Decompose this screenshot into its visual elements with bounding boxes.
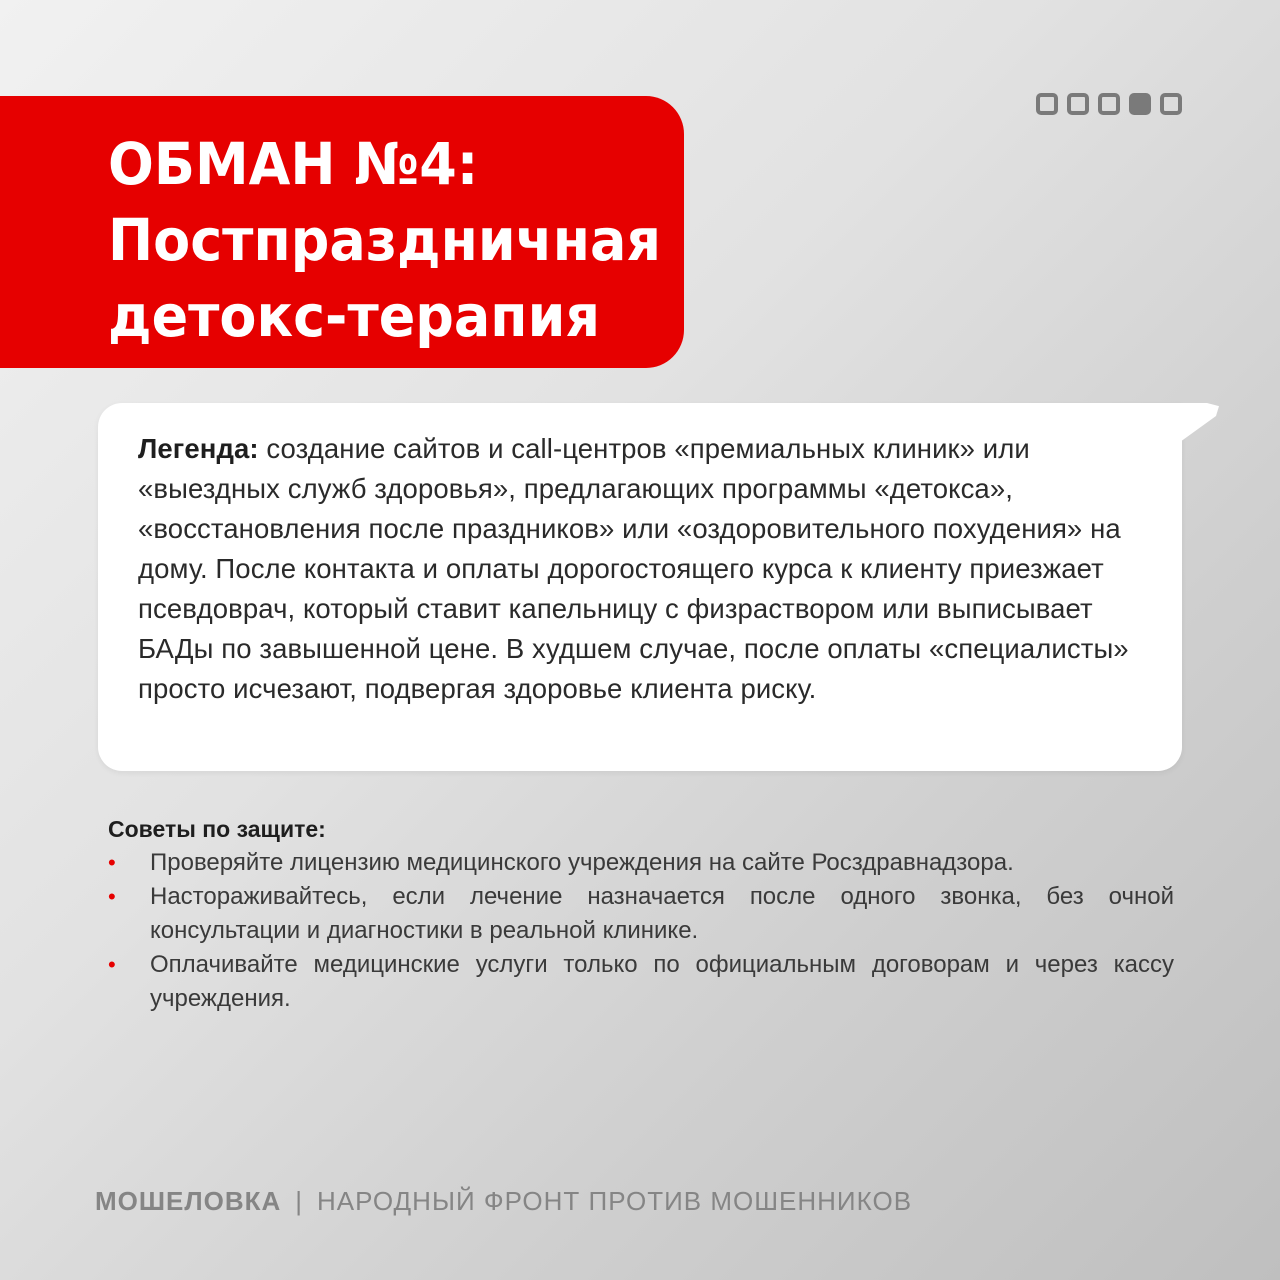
title-line-1: ОБМАН №4: [108, 130, 479, 198]
footer [95, 1186, 912, 1217]
bullet-icon: • [108, 884, 116, 909]
legend-text [138, 429, 1138, 709]
title-line-2: Постпраздничная [108, 206, 662, 274]
tip-text: Настораживайтесь, если лечение назначается после одного звонка, без очной консультации и диагностики в реальной клинике. [150, 883, 1174, 944]
slide-pager [1036, 93, 1182, 115]
protection-tips [108, 814, 1174, 1016]
legend-label: Легенда: [138, 433, 259, 464]
tip-item [108, 880, 1174, 948]
pager-dot-2[interactable] [1067, 93, 1089, 115]
tips-list [108, 846, 1174, 1016]
tips-heading: Советы по защите: [108, 816, 326, 842]
legend-speech-bubble [98, 403, 1182, 771]
page-title [108, 126, 703, 354]
title-line-3: детокс-терапия [108, 282, 600, 350]
tip-text: Проверяйте лицензию медицинского учреждения на сайте Росздравнадзора. [150, 849, 1014, 876]
tip-text: Оплачивайте медицинские услуги только по официальным договорам и через кассу учреждения. [150, 951, 1174, 1012]
pager-dot-5[interactable] [1160, 93, 1182, 115]
bullet-icon: • [108, 850, 116, 875]
title-banner [0, 96, 684, 368]
tip-item [108, 846, 1174, 880]
legend-body: создание сайтов и call-центров «премиальных клиник» или «выездных служб здоровья», предлагающих программы «детокса», «восстановления после праздников» или «оздоровительного похудения» на дому. После контакта и оплаты дорогостоящего курса к клиенту приезжает псевдоврач, который ставит капельницу с физраствором или выписывает БАДы по завышенной цене. В худшем случае, после оплаты «специалисты» просто исчезают, подвергая здоровье клиента риску. [138, 433, 1129, 704]
tip-item [108, 948, 1174, 1016]
pager-dot-1[interactable] [1036, 93, 1058, 115]
pager-dot-4-active[interactable] [1129, 93, 1151, 115]
footer-separator: | [295, 1186, 304, 1216]
footer-tagline: НАРОДНЫЙ ФРОНТ ПРОТИВ МОШЕННИКОВ [317, 1186, 913, 1216]
footer-brand: МОШЕЛОВКА [95, 1186, 282, 1216]
bullet-icon: • [108, 952, 116, 977]
pager-dot-3[interactable] [1098, 93, 1120, 115]
